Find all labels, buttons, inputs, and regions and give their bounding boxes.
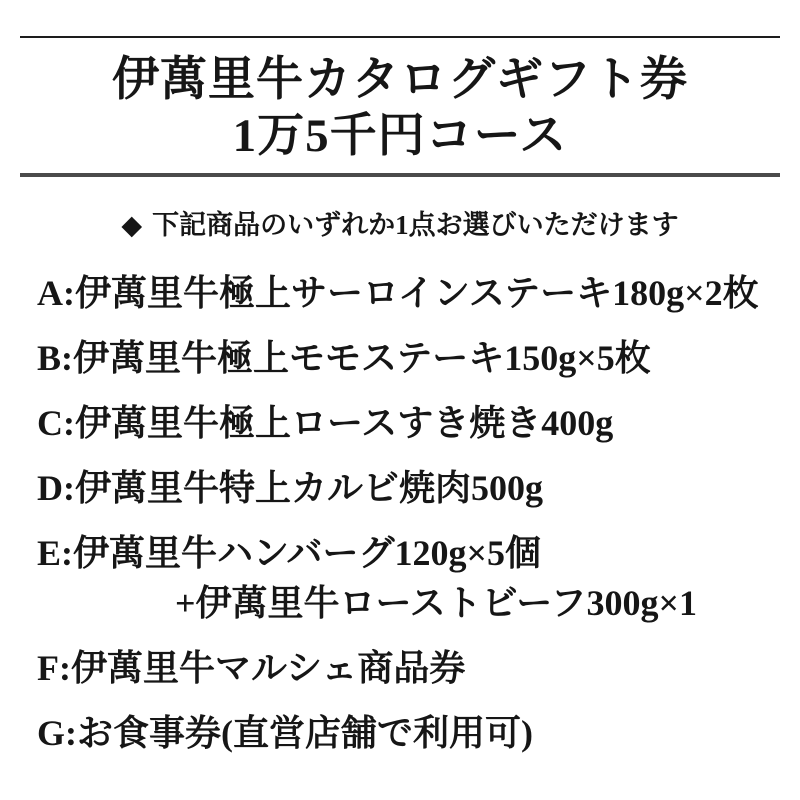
- item-text: お食事券(直営店舗で利用可): [77, 713, 533, 753]
- list-item-b: [37, 337, 800, 379]
- item-text: 伊萬里牛極上サーロインステーキ180g×2枚: [75, 273, 759, 313]
- item-label: E:: [37, 533, 73, 573]
- item-label: B:: [37, 338, 73, 378]
- list-item-d: [37, 467, 800, 509]
- item-text: 伊萬里牛極上モモステーキ150g×5枚: [73, 338, 651, 378]
- list-item-e: [37, 532, 800, 574]
- list-item-c: [37, 402, 800, 444]
- title-line-1: 伊萬里牛カタログギフト券: [112, 54, 688, 106]
- diamond-icon: ◆: [121, 210, 143, 240]
- title-divider: [20, 173, 780, 177]
- title-line-2: 1万5千円コース: [232, 110, 568, 162]
- list-item-e-continuation: [37, 582, 800, 624]
- item-text: 伊萬里牛ハンバーグ120g×5個: [73, 533, 541, 573]
- item-label: A:: [37, 273, 75, 313]
- selection-note: [0, 208, 800, 242]
- option-list: [37, 272, 800, 777]
- item-text: 伊萬里牛極上ロースすき焼き400g: [75, 403, 614, 443]
- list-item-g: [37, 712, 800, 754]
- item-label: F:: [37, 648, 71, 688]
- item-text: 伊萬里牛マルシェ商品券: [70, 648, 466, 688]
- item-label: D:: [37, 468, 75, 508]
- page-title: [0, 52, 800, 164]
- list-item-a: [37, 272, 800, 314]
- list-item-f: [37, 647, 800, 689]
- item-label: G:: [37, 713, 77, 753]
- top-divider: [20, 36, 780, 38]
- item-text: 伊萬里牛特上カルビ焼肉500g: [75, 468, 544, 508]
- item-label: C:: [37, 403, 75, 443]
- item-text: +伊萬里牛ローストビーフ300g×1: [175, 583, 697, 623]
- selection-note-text: 下記商品のいずれか1点お選びいただけます: [152, 210, 679, 240]
